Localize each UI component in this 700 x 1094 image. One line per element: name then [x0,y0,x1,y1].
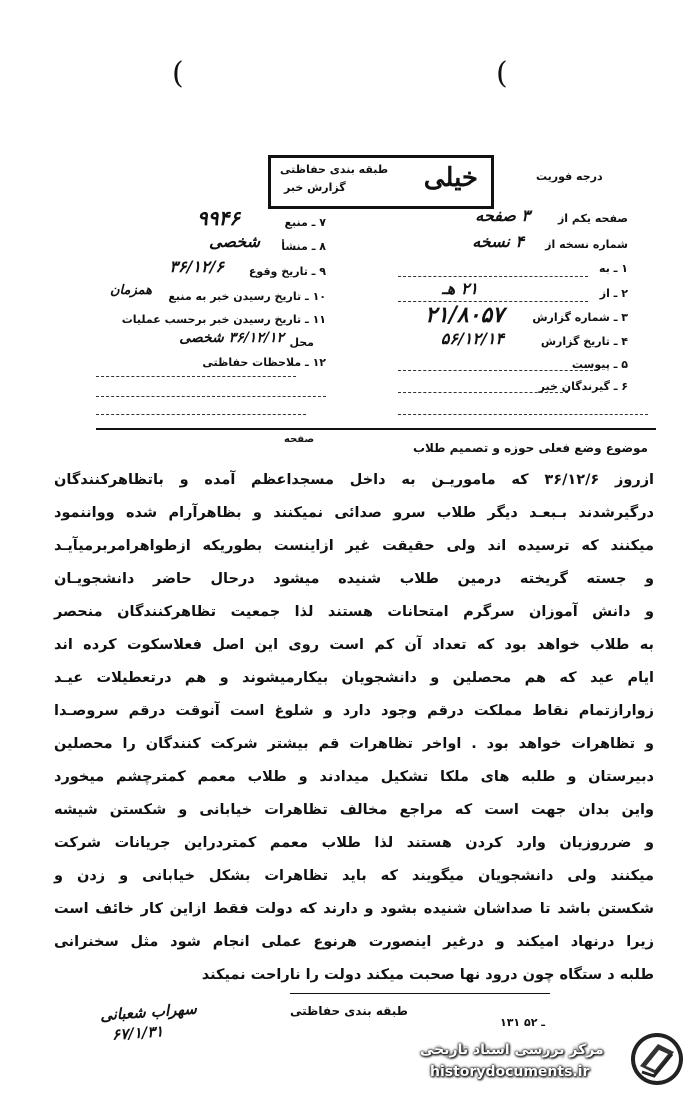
stamp-line-report: گزارش خبر [284,181,346,194]
body-line: درگیرشدند بـبعـد دیگر طلاب سرو صدائی نمیکنند و بظاهرآرام شده وواننمود [54,505,654,521]
form-value: همزمان [109,283,152,298]
body-line: ازروز ۳۶/۱۲/۶ که ماموریـن به داخل مسجداعظم آمده و باتظاهرکنندگان [54,472,655,488]
form-label: شماره نسخه از [545,238,628,251]
handwritten-signature: سهراب شعبانی [99,999,198,1025]
handwritten-date: ۶۷/۱/۳۱ [111,1022,164,1044]
body-line: میکنند که ترسیده اند ولی حقیقت غیر ازاینست بطوریکه ازطواهرامربرمیآیـد [54,538,654,554]
punch-mark-left: ( [172,56,184,91]
form-label: ۱۰ ـ تاریخ رسیدن خبر به منبع [168,290,326,303]
form-label: ۱۱ ـ تاریخ رسیدن خبر برحسب عملیات [121,313,326,326]
body-line: به طلاب خواهد بود که تعداد آن کم است روی این اصل فعلاسکوت کرده اند [54,637,654,653]
form-label: ۳ ـ شماره گزارش [532,311,628,324]
form-label: محل [289,336,314,349]
form-label: ۴ ـ تاریخ گزارش [540,335,628,348]
punch-mark-right: ( [496,56,508,91]
footer-classification: طبقه بندی حفاظتی [290,1004,408,1018]
form-label: ۱۲ ـ ملاحظات حفاظتی [202,356,326,369]
form-label: ۱ ـ به [599,262,628,275]
form-label: ۷ ـ منبع [284,216,326,229]
form-label: ۲ ـ از [599,287,628,300]
urgency-label: درجه فوریت [536,170,603,183]
body-line: شکستن باشد تا صداشان شنیده بشود و دارند که دولت فقط ازاین کار خائف است [54,901,654,917]
watermark-title: مرکز بررسی اسناد تاریخی [420,1042,604,1058]
form-value: ۳۶/۱۲/۶ [169,257,224,276]
form-value: شخصی [209,232,260,251]
classification-stamp [268,155,494,209]
body-line: و دانش آموزان سرگرم امتحانات هستند لذا جمعیت تظاهرکنندگان منحصر [54,604,654,620]
form-label: صفحه یکم از [557,212,628,225]
body-line: ایام عید که هم محصلین و دانشجویان بیکارمیشوند و هم درتعطیلات عیـد [54,670,654,686]
form-value: ۲۱/۸۰۵۷ [425,302,504,328]
form-value: ۳ صفحه [475,206,530,225]
subject-line: موضوع وضع فعلی حوزه و تصمیم طلاب [412,441,648,455]
form-label: ۶ ـ گیرندگان خبر [538,380,628,393]
body-line: زوارازتمام نقاط مملکت درقم وجود دارد و شلوغ است آنوقت درقم سروصـدا [54,703,654,719]
body-line: دبیرستان و طلبه های ملکا تشکیل میدادند و طلاب معمم کمترچشم میخورد [54,769,654,785]
body-line: میکنند ولی دانشجویان میگویند که باید تظاهرات بشکل خیابانی و زدن و [54,868,654,884]
body-line: و ضرروزیان وارد کردن هستند لذا طلاب معمم کمتردراین جریانات شرکت [54,835,654,851]
body-line: واین بدان جهت است که مراجع مخالف تظاهرات خیابانی و شکستن شیشه [54,802,654,818]
footer-reference: ۱۳۱ ـ ۵۲ [500,1016,546,1029]
body-line: طلبه د ستگاه چون درود نها صحبت میکند دولت را ناراحت نمیکند [201,967,654,983]
footer-divider [290,993,550,994]
watermark-url: historydocuments.ir [430,1064,590,1080]
body-line: و جسته گریخته درمین طلاب شنیده میشود درحال حاضر دانشجویـان [54,571,654,587]
form-label: ۵ ـ پیوست [571,358,628,371]
form-value: ۴ نسخه [472,232,524,251]
form-label: ۸ ـ منشأ [281,240,326,253]
stamp-classification: خیلی [423,163,478,193]
form-value: ۵۶/۱۲/۱۴ [440,329,504,348]
form-value: ۹۹۴۶ [197,206,240,230]
stamp-line-classification: طبقه بندی حفاظتی [280,163,389,176]
form-value: ۲۱ هـ [442,279,478,298]
form-label: ۹ ـ تاریخ وقوع [248,265,326,278]
divider [96,428,656,430]
form-value: ۳۶/۱۲/۱۲ شخصی [179,330,284,346]
page-label: صفحه [284,434,315,445]
watermark-logo-icon [628,1030,686,1088]
body-line: زیرا درنهاد امیکند و درغیر اینصورت هرنوع عملی انجام شود مثل سخنرانی [54,934,654,950]
body-line: و تظاهرات خواهد بود . اواخر تظاهرات قم بیشتر شرکت کنندگان را محصلین [54,736,654,752]
